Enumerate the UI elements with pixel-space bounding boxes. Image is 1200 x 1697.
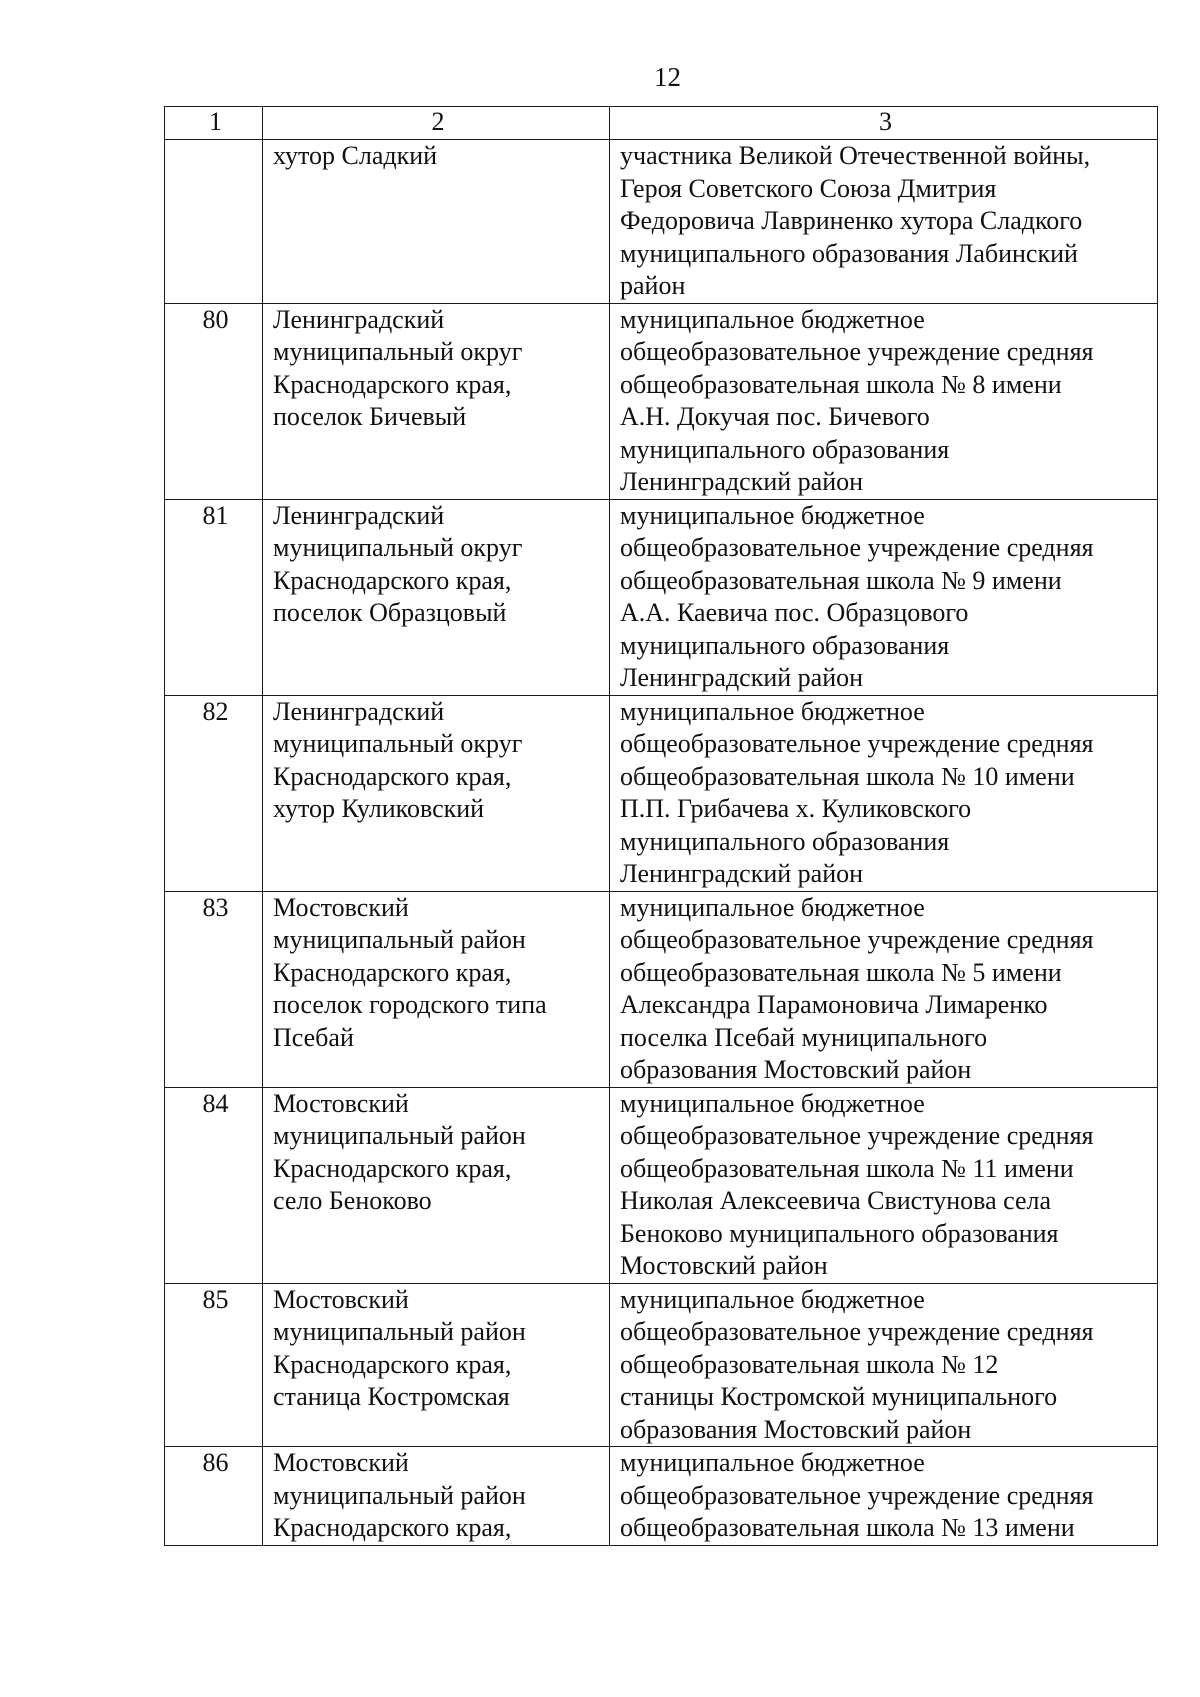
school-name-cell [610,891,1158,1087]
school-name-line: П.П. Грибачева х. Куликовского [620,794,972,823]
table-row [165,1283,1158,1447]
settlement-line: муниципальный округ [273,337,523,366]
school-name-line: муниципального образования [620,826,950,856]
settlement-line: муниципальный округ [273,533,523,562]
school-name-line: муниципальное бюджетное [620,500,925,530]
school-name-cell [610,695,1158,891]
school-name-line: Ленинградский район [620,663,864,692]
school-name-line: общеобразовательное учреждение средняя [620,337,1094,366]
school-name-line: Героя Советского Союза Дмитрия [620,173,997,203]
school-name-line: станицы Костромской муниципального [620,1382,1058,1411]
settlement-cell [263,303,610,499]
settlement-line: поселок Образцовый [273,598,507,627]
school-name-line: общеобразовательная школа № 8 имени [620,369,1062,399]
settlement-line: Краснодарского края, [273,761,512,791]
settlement-cell [263,499,610,695]
settlement-line: Ленинградский [273,696,445,726]
table-row [165,499,1158,695]
school-name-line: общеобразовательное учреждение средняя [620,729,1094,758]
school-name-line: поселка Псебай муниципального [620,1022,988,1052]
school-name-line: общеобразовательная школа № 11 имени [620,1153,1074,1183]
row-number-cell: 84 [165,1087,263,1283]
settlement-cell [263,695,610,891]
table-row [165,891,1158,1087]
settlement-line: муниципальный район [273,1121,526,1150]
settlement-line: Краснодарского края, [273,1513,512,1542]
table-body [165,107,1158,1546]
school-name-line: общеобразовательное учреждение средняя [620,1317,1094,1346]
school-name-line: муниципального образования [620,630,950,660]
school-name-line: муниципального образования Лабинский [620,238,1078,268]
settlement-line: Псебай [273,1022,354,1052]
school-name-line: муниципального образования [620,434,950,464]
school-name-line: А.А. Каевича пос. Образцового [620,598,969,627]
settlement-line: муниципальный округ [273,729,523,758]
school-name-line: общеобразовательная школа № 12 [620,1349,999,1379]
header-cell-1: 1 [165,107,263,140]
settlement-cell [263,1283,610,1447]
settlement-line: Краснодарского края, [273,1153,512,1183]
school-name-cell [610,1447,1158,1546]
school-name-line: Мостовский район [620,1251,828,1280]
settlement-cell [263,140,610,304]
settlement-line: Мостовский [273,1284,409,1314]
table-row [165,140,1158,304]
table-row [165,1447,1158,1546]
page-number: 12 [654,62,681,92]
settlement-line: поселок Бичевый [273,402,467,431]
school-name-line: муниципальное бюджетное [620,696,925,726]
settlement-line: Ленинградский [273,304,445,334]
school-name-line: Федоровича Лавриненко хутора Сладкого [620,206,1083,235]
settlement-line: Мостовский [273,1448,409,1477]
school-name-line: общеобразовательная школа № 13 имени [620,1513,1075,1542]
school-name-line: общеобразовательное учреждение средняя [620,533,1094,562]
settlement-line: хутор Сладкий [273,141,438,170]
header-cell-2: 2 [263,107,610,140]
settlement-line: станица Костромская [273,1382,510,1411]
school-name-line: Ленинградский район [620,467,864,496]
school-name-cell [610,1283,1158,1447]
settlement-line: Ленинградский [273,500,445,530]
settlement-line: Мостовский [273,892,409,922]
table-row [165,695,1158,891]
settlement-cell [263,1447,610,1546]
settlement-line: Мостовский [273,1088,409,1118]
schools-table [164,106,1158,1546]
row-number-cell: 81 [165,499,263,695]
school-name-line: образования Мостовский район [620,1055,972,1084]
settlement-line: Краснодарского края, [273,369,512,399]
table-row [165,303,1158,499]
settlement-line: Краснодарского края, [273,1349,512,1379]
school-name-line: общеобразовательная школа № 10 имени [620,761,1075,791]
school-name-line: Ленинградский район [620,859,864,888]
settlement-line: Краснодарского края, [273,565,512,595]
school-name-line: муниципальное бюджетное [620,1284,925,1314]
school-name-cell [610,140,1158,304]
row-number-cell: 80 [165,303,263,499]
school-name-line: муниципальное бюджетное [620,1088,925,1118]
settlement-cell [263,891,610,1087]
table-row [165,1087,1158,1283]
settlement-line: поселок городского типа [273,990,547,1019]
settlement-line: муниципальный район [273,925,526,954]
school-name-line: муниципальное бюджетное [620,304,925,334]
school-name-line: Николая Алексеевича Свистунова села [620,1186,1052,1215]
school-name-cell [610,1087,1158,1283]
settlement-line: муниципальный район [273,1317,526,1346]
settlement-line: хутор Куликовский [273,794,485,823]
school-name-cell [610,499,1158,695]
school-name-line: муниципальное бюджетное [620,892,925,922]
school-name-line: общеобразовательное учреждение средняя [620,1121,1094,1150]
row-number-cell: 82 [165,695,263,891]
row-number-cell: 85 [165,1283,263,1447]
settlement-cell [263,1087,610,1283]
school-name-line: участника Великой Отечественной войны, [620,141,1091,170]
school-name-line: муниципальное бюджетное [620,1448,925,1477]
school-name-line: общеобразовательное учреждение средняя [620,1480,1094,1510]
row-number-cell [165,140,263,304]
school-name-line: общеобразовательное учреждение средняя [620,925,1094,954]
settlement-line: муниципальный район [273,1480,526,1510]
school-name-line: район [620,271,686,300]
school-name-line: Александра Парамоновича Лимаренко [620,990,1048,1019]
row-number-cell: 83 [165,891,263,1087]
settlement-line: Краснодарского края, [273,957,512,987]
school-name-line: А.Н. Докучая пос. Бичевого [620,402,930,431]
row-number-cell: 86 [165,1447,263,1546]
school-name-line: образования Мостовский район [620,1414,972,1444]
school-name-cell [610,303,1158,499]
header-cell-3: 3 [610,107,1158,140]
school-name-line: общеобразовательная школа № 9 имени [620,565,1062,595]
school-name-line: Беноково муниципального образования [620,1218,1059,1248]
settlement-line: село Беноково [273,1186,432,1215]
school-name-line: общеобразовательная школа № 5 имени [620,957,1062,987]
table-header-row [165,107,1158,140]
